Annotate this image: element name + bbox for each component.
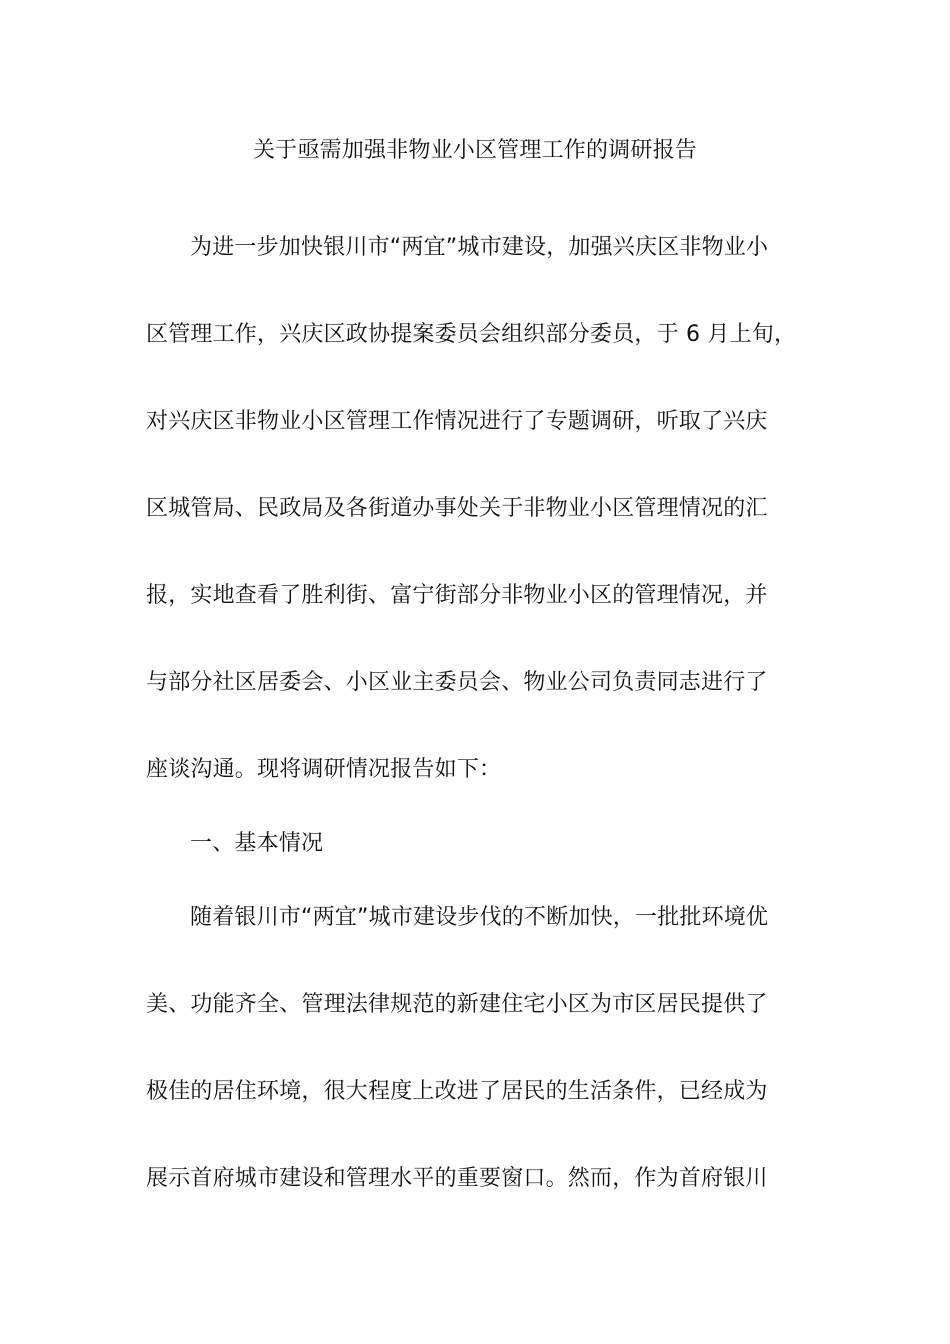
- paragraph-line: 座谈沟通。现将调研情况报告如下：: [146, 757, 502, 782]
- paragraph-line: 区管理工作，兴庆区政协提案委员会组织部分委员，于 6 月上旬，: [146, 322, 797, 347]
- paragraph-line: 与部分社区居委会、小区业主委员会、物业公司负责同志进行了: [146, 670, 768, 695]
- document-title: 关于亟需加强非物业小区管理工作的调研报告: [252, 138, 697, 163]
- paragraph-line: 展示首府城市建设和管理水平的重要窗口。然而，作为首府银川: [146, 1166, 768, 1191]
- section-heading: 一、基本情况: [190, 831, 324, 856]
- paragraph-line: 对兴庆区非物业小区管理工作情况进行了专题调研，听取了兴庆: [146, 409, 768, 434]
- paragraph-line: 为进一步加快银川市“两宜”城市建设，加强兴庆区非物业小: [190, 235, 769, 260]
- paragraph-line: 美、功能齐全、管理法律规范的新建住宅小区为市区居民提供了: [146, 992, 768, 1017]
- paragraph-line: 报，实地查看了胜利街、富宁街部分非物业小区的管理情况，并: [146, 583, 768, 608]
- paragraph-line: 随着银川市“两宜”城市建设步伐的不断加快，一批批环境优: [190, 905, 769, 930]
- paragraph-line: 极佳的居住环境，很大程度上改进了居民的生活条件，已经成为: [146, 1079, 768, 1104]
- paragraph-line: 区城管局、民政局及各街道办事处关于非物业小区管理情况的汇: [146, 496, 768, 521]
